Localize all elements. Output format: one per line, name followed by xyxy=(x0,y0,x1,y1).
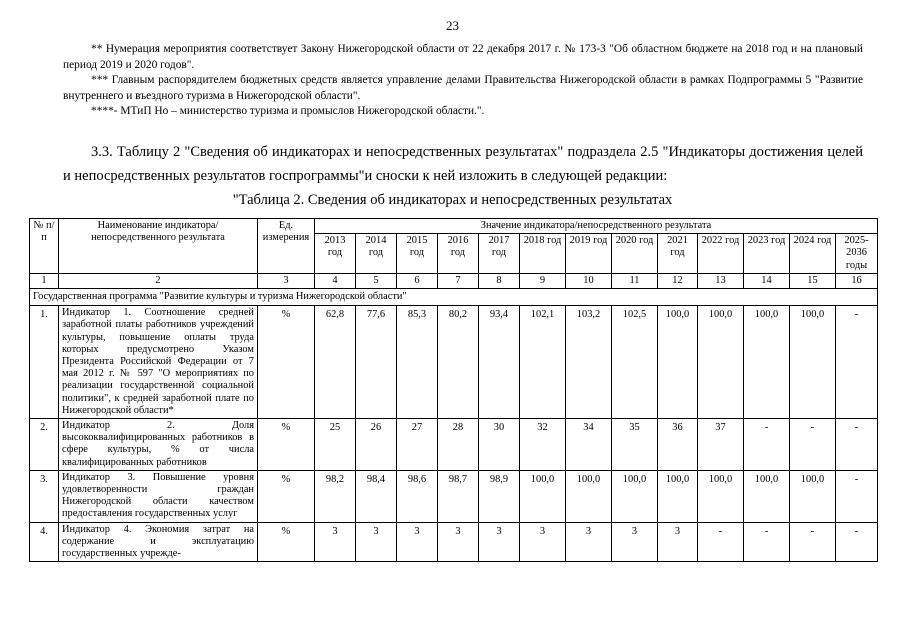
row-value: 103,2 xyxy=(566,306,612,419)
row-value: - xyxy=(790,522,836,562)
row-unit: % xyxy=(258,306,315,419)
table-row xyxy=(30,419,878,471)
row-value: 3 xyxy=(315,522,356,562)
col-number: 1 xyxy=(30,273,59,288)
row-value: 80,2 xyxy=(438,306,479,419)
row-value: 3 xyxy=(397,522,438,562)
row-value: - xyxy=(836,306,878,419)
row-value: - xyxy=(744,419,790,471)
row-value: 102,1 xyxy=(520,306,566,419)
indicators-table xyxy=(29,218,878,562)
row-value: 100,0 xyxy=(612,470,658,522)
row-value: 100,0 xyxy=(698,470,744,522)
col-number: 13 xyxy=(698,273,744,288)
header-num: № п/п xyxy=(30,219,59,274)
year-header: 2018 год xyxy=(520,234,566,274)
row-value: 3 xyxy=(479,522,520,562)
row-name: Индикатор 2. Доля высококвалифицированных работников в сфере культуры, % от числа квалифицированных работников xyxy=(59,419,258,471)
header-unit: Ед. измерения xyxy=(258,219,315,274)
col-number: 7 xyxy=(438,273,479,288)
page-number: 23 xyxy=(446,18,459,33)
row-value: 26 xyxy=(356,419,397,471)
col-number: 6 xyxy=(397,273,438,288)
row-num: 4. xyxy=(30,522,59,562)
year-header: 2020 год xyxy=(612,234,658,274)
row-value: 100,0 xyxy=(744,306,790,419)
row-value: - xyxy=(836,522,878,562)
year-header: 2015 год xyxy=(397,234,438,274)
col-number: 16 xyxy=(836,273,878,288)
year-header: 2016 год xyxy=(438,234,479,274)
row-value: 98,7 xyxy=(438,470,479,522)
row-value: 36 xyxy=(658,419,698,471)
row-value: 100,0 xyxy=(698,306,744,419)
row-value: 34 xyxy=(566,419,612,471)
year-header: 2023 год xyxy=(744,234,790,274)
row-value: 100,0 xyxy=(790,470,836,522)
row-value: 27 xyxy=(397,419,438,471)
row-value: 100,0 xyxy=(566,470,612,522)
col-number: 8 xyxy=(479,273,520,288)
row-value: 98,2 xyxy=(315,470,356,522)
row-value: 3 xyxy=(356,522,397,562)
table-row xyxy=(30,470,878,522)
amendment-paragraph: 3.3. Таблицу 2 "Сведения об индикаторах и непосредственных результатах" подраздела 2.5 "Индикаторы достижения целей и непосредственных результатов госпрограммы"и сноски к ней изложить в следующей редакции: xyxy=(63,144,863,184)
row-value: 100,0 xyxy=(658,306,698,419)
row-value: - xyxy=(836,419,878,471)
year-header: 2022 год xyxy=(698,234,744,274)
row-value: 98,9 xyxy=(479,470,520,522)
row-num: 3. xyxy=(30,470,59,522)
col-number: 2 xyxy=(59,273,258,288)
table-row xyxy=(30,522,878,562)
col-number: 3 xyxy=(258,273,315,288)
row-unit: % xyxy=(258,419,315,471)
row-value: 3 xyxy=(658,522,698,562)
year-header: 2013 год xyxy=(315,234,356,274)
year-header: 2024 год xyxy=(790,234,836,274)
header-values-group: Значение индикатора/непосредственного результата xyxy=(315,219,878,234)
row-num: 2. xyxy=(30,419,59,471)
row-value: 3 xyxy=(612,522,658,562)
row-value: 100,0 xyxy=(520,470,566,522)
column-numbers-row xyxy=(30,273,878,288)
header-name: Наименование индикатора/непосредственного результата xyxy=(59,219,258,274)
row-value: - xyxy=(790,419,836,471)
row-value: 28 xyxy=(438,419,479,471)
year-header: 2025-2036 годы xyxy=(836,234,878,274)
header-row xyxy=(30,219,878,234)
section-row xyxy=(30,289,878,306)
row-value: 32 xyxy=(520,419,566,471)
row-num: 1. xyxy=(30,306,59,419)
col-number: 10 xyxy=(566,273,612,288)
row-value: 100,0 xyxy=(658,470,698,522)
row-value: 37 xyxy=(698,419,744,471)
col-number: 11 xyxy=(612,273,658,288)
year-header: 2019 год xyxy=(566,234,612,274)
row-value: 85,3 xyxy=(397,306,438,419)
row-value: 77,6 xyxy=(356,306,397,419)
row-value: - xyxy=(744,522,790,562)
col-number: 9 xyxy=(520,273,566,288)
col-number: 4 xyxy=(315,273,356,288)
row-value: 35 xyxy=(612,419,658,471)
year-header: 2017 год xyxy=(479,234,520,274)
row-name: Индикатор 4. Экономия затрат на содержание и эксплуатацию государственных учрежде- xyxy=(59,522,258,562)
footnote-4: ****- МТиП Но – министерство туризма и промыслов Нижегородской области.". xyxy=(91,105,485,117)
col-number: 12 xyxy=(658,273,698,288)
row-unit: % xyxy=(258,522,315,562)
table-title: "Таблица 2. Сведения об индикаторах и непосредственных результатах xyxy=(232,192,673,208)
row-value: - xyxy=(698,522,744,562)
col-number: 14 xyxy=(744,273,790,288)
row-value: 100,0 xyxy=(790,306,836,419)
col-number: 5 xyxy=(356,273,397,288)
year-header: 2021 год xyxy=(658,234,698,274)
row-name: Индикатор 3. Повышение уровня удовлетворенности граждан Нижегородской области качеством предоставления государственных услуг xyxy=(59,470,258,522)
row-value: 98,4 xyxy=(356,470,397,522)
row-value: 25 xyxy=(315,419,356,471)
footnote-2: ** Нумерация мероприятия соответствует Закону Нижегородской области от 22 декабря 2017 г. № 173-З "Об областном бюджете на 2018 год и на плановый период 2019 и 2020 годов". xyxy=(63,43,863,71)
row-unit: % xyxy=(258,470,315,522)
row-value: 93,4 xyxy=(479,306,520,419)
col-number: 15 xyxy=(790,273,836,288)
row-value: 62,8 xyxy=(315,306,356,419)
program-section-title: Государственная программа "Развитие культуры и туризма Нижегородской области" xyxy=(30,289,878,306)
row-value: - xyxy=(836,470,878,522)
row-value: 3 xyxy=(438,522,479,562)
row-name: Индикатор 1. Соотношение средней заработной платы работников учреждений культуры, повышение оплаты труда которых предусмотрено Указом Президента Российской Федерации от 7 мая 2012 г. № 597 "О мероприятиях по реализации государственной социальной политики", к средней заработной плате по Нижегородской области* xyxy=(59,306,258,419)
row-value: 3 xyxy=(566,522,612,562)
year-header: 2014 год xyxy=(356,234,397,274)
row-value: 100,0 xyxy=(744,470,790,522)
row-value: 30 xyxy=(479,419,520,471)
footnote-3: *** Главным распорядителем бюджетных средств является управление делами Правительства Нижегородской области в рамках Подпрограммы 5 "Развитие внутреннего и въездного туризма в Нижегородской области". xyxy=(63,74,863,102)
row-value: 3 xyxy=(520,522,566,562)
row-value: 98,6 xyxy=(397,470,438,522)
row-value: 102,5 xyxy=(612,306,658,419)
table-row xyxy=(30,306,878,419)
